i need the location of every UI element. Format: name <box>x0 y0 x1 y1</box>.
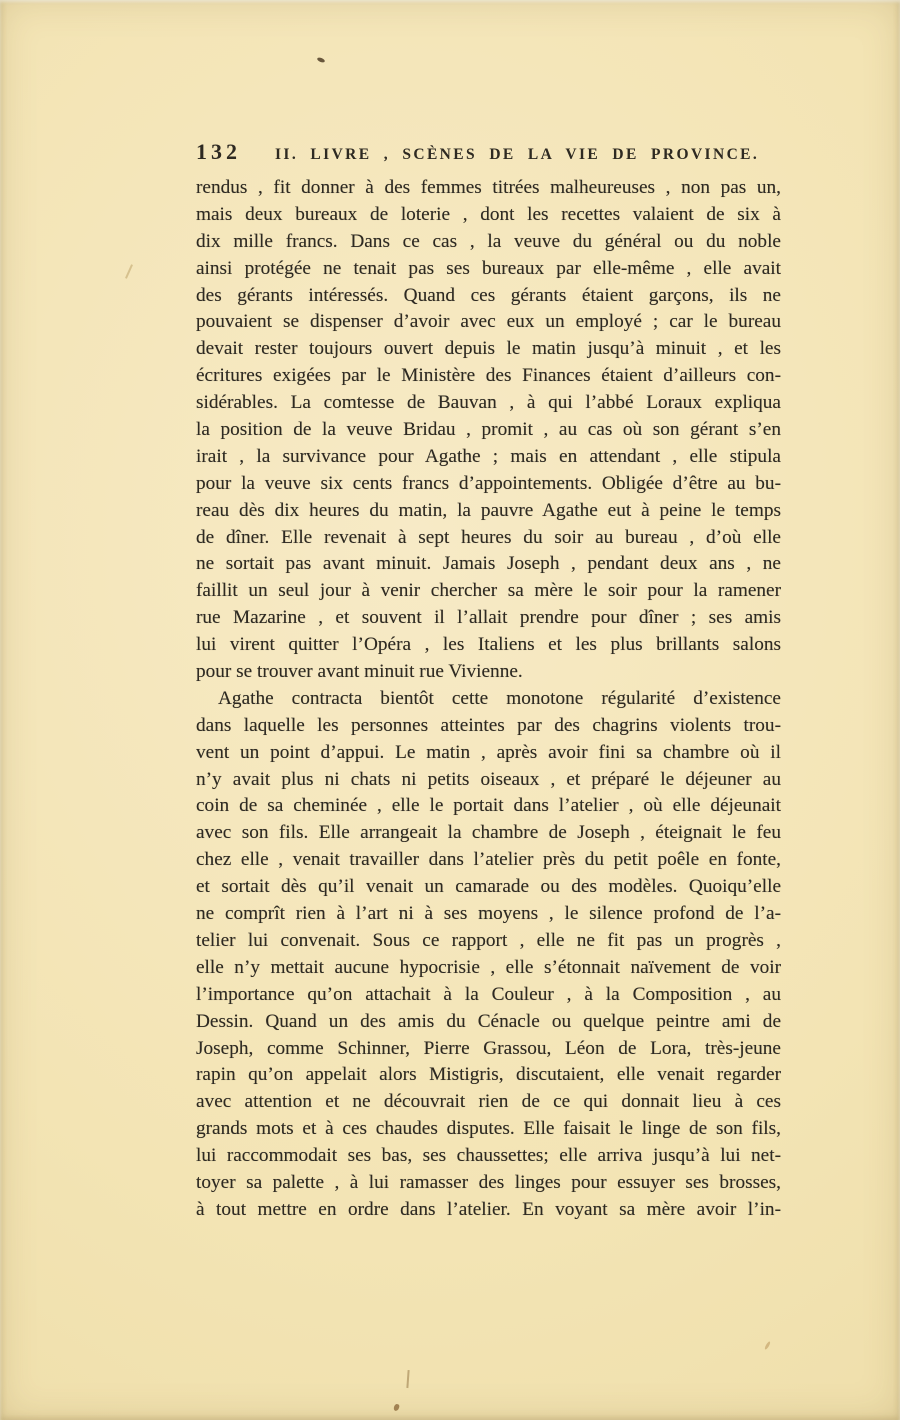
paper-scratch <box>125 264 133 279</box>
text-line: de dîner. Elle revenait à sept heures du soir au bureau , d’où elle <box>196 526 781 548</box>
paper-speck <box>764 1341 771 1350</box>
text-line: Dessin. Quand un des amis du Cénacle ou quelque peintre ami de <box>196 1010 781 1032</box>
text-line: pour la veuve six cents francs d’appointements. Obligée d’être au bu- <box>196 472 781 494</box>
paper-fiber <box>406 1370 409 1388</box>
text-line: des gérants intéressés. Quand ces gérants étaient garçons, ils ne <box>196 284 781 306</box>
text-line: telier lui convenait. Sous ce rapport , elle ne fit pas un progrès , <box>196 929 781 951</box>
text-line: reau dès dix heures du matin, la pauvre Agathe eut à peine le temps <box>196 499 781 521</box>
text-line: n’y avait plus ni chats ni petits oiseaux , et préparé le déjeuner au <box>196 768 781 790</box>
text-line: lui virent quitter l’Opéra , les Italiens et les plus brillants salons <box>196 634 781 656</box>
text-line: devait rester toujours ouvert depuis le matin jusqu’à minuit , et les <box>196 338 781 360</box>
text-line: faillit un seul jour à venir chercher sa mère le soir pour la ramener <box>196 580 781 602</box>
page-header <box>196 139 781 165</box>
running-title: II. LIVRE , SCÈNES DE LA VIE DE PROVINCE. <box>275 146 760 163</box>
text-line: pouvaient se dispenser d’avoir avec eux un employé ; car le bureau <box>196 311 781 333</box>
text-line: elle n’y mettait aucune hypocrisie , elle s’étonnait naïvement de voir <box>196 956 781 978</box>
text-line: ainsi protégée ne tenait pas ses bureaux par elle-même , elle avait <box>196 257 781 279</box>
text-line: et sortait dès qu’il venait un camarade ou des modèles. Quoiqu’elle <box>196 876 781 898</box>
text-line: rendus , fit donner à des femmes titrées malheureuses , non pas un, <box>196 177 781 198</box>
text-line: avec attention et ne découvrait rien de ce qui donnait lieu à ces <box>196 1091 781 1113</box>
text-line: dans laquelle les personnes atteintes par des chagrins violents trou- <box>196 714 781 736</box>
text-line: sidérables. La comtesse de Bauvan , à qui l’abbé Loraux expliqua <box>196 392 781 414</box>
text-line: avec son fils. Elle arrangeait la chambre de Joseph , éteignait le feu <box>196 822 781 844</box>
text-line: rue Mazarine , et souvent il l’allait prendre pour dîner ; ses amis <box>196 607 781 629</box>
text-line: mais deux bureaux de loterie , dont les recettes valaient de six à <box>196 203 781 225</box>
text-line: Joseph, comme Schinner, Pierre Grassou, Léon de Lora, très-jeune <box>196 1037 781 1059</box>
text-line: ne sortait pas avant minuit. Jamais Joseph , pendant deux ans , ne <box>196 553 781 575</box>
text-line: à tout mettre en ordre dans l’atelier. En voyant sa mère avoir l’in- <box>196 1198 781 1220</box>
text-line: toyer sa palette , à lui ramasser des linges pour essuyer ses brosses, <box>196 1171 781 1193</box>
text-line: grands mots et à ces chaudes disputes. Elle faisait le linge de son fils, <box>196 1118 781 1140</box>
paper-speck <box>317 57 326 64</box>
text-line: l’importance qu’on attachait à la Couleur , à la Composition , au <box>196 983 781 1005</box>
text-line: irait , la survivance pour Agathe ; mais en attendant , elle stipula <box>196 445 781 467</box>
text-line: lui raccommodait ses bas, ses chaussettes; elle arriva jusqu’à lui net- <box>196 1145 781 1167</box>
text-line: ne comprît rien à l’art ni à ses moyens , le silence profond de l’a- <box>196 903 781 925</box>
text-block <box>196 175 781 1224</box>
text-line: pour se trouver avant minuit rue Vivienne. <box>196 661 523 683</box>
page-number: 132 <box>196 139 241 164</box>
text-line: coin de sa cheminée , elle le portait dans l’atelier , où elle déjeunait <box>196 795 781 817</box>
text-line: chez elle , venait travailler dans l’atelier près du petit poêle en fonte, <box>196 849 781 871</box>
text-line: vent un point d’appui. Le matin , après avoir fini sa chambre où il <box>196 741 781 763</box>
text-line: Agathe contracta bientôt cette monotone régularité d’existence <box>218 687 781 709</box>
text-line: dix mille francs. Dans ce cas , la veuve du général ou du noble <box>196 230 781 252</box>
paper-speck <box>393 1403 400 1411</box>
text-line: la position de la veuve Bridau , promit , au cas où son gérant s’en <box>196 419 781 441</box>
text-line: rapin qu’on appelait alors Mistigris, discutaient, elle venait regarder <box>196 1064 781 1086</box>
text-line: écritures exigées par le Ministère des Finances étaient d’ailleurs con- <box>196 365 781 387</box>
